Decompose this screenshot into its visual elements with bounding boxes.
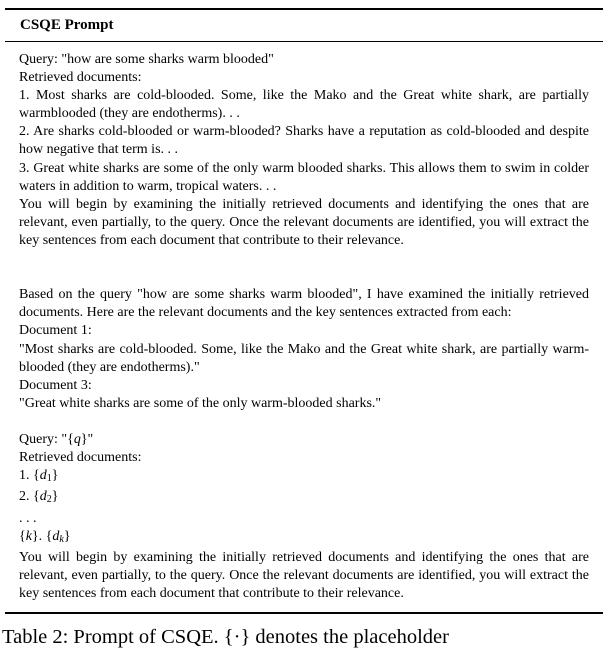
prompt-line	[19, 431, 589, 449]
prompt-line: 1. Most sharks are cold-blooded. Some, like the Mako and the Great white shark, are partially warmblooded (they are endotherms). . .	[19, 88, 589, 122]
prompt-line: Retrieved documents:	[19, 70, 142, 86]
prompt-line: . . .	[19, 510, 37, 526]
prompt-line: 2. Are sharks cold-blooded or warm-blooded? Sharks have a reputation as cold-blooded and despite how negative that term is. . .	[19, 124, 589, 158]
math-token: k	[59, 534, 64, 546]
prompt-line: Retrieved documents:	[19, 450, 142, 466]
text-token: 1. {	[19, 468, 40, 484]
math-token: q	[73, 431, 81, 447]
prompt-line: 3. Great white sharks are some of the only warm blooded sharks. This allows them to swim in colder waters in addition to warm, tropical waters. . .	[19, 160, 589, 194]
text-token: Query: "{	[19, 431, 74, 447]
table-caption: Table 2: Prompt of CSQE. {·} denotes the placeholder	[2, 626, 449, 649]
prompt-line: You will begin by examining the initially retrieved documents and identifying the ones that are relevant, even partially, to the query. Once the relevant documents are identified, you will extract the key sentences from each document that contribute to their relevance.	[19, 196, 589, 248]
text-token: }. {	[31, 528, 53, 544]
math-token: d	[52, 528, 60, 544]
text-token: {	[19, 528, 26, 544]
prompt-line: You will begin by examining the initially retrieved documents and identifying the ones that are relevant, even partially, to the query. Once the relevant documents are identified, you will extract the key sentences from each document that contribute to their relevance.	[19, 550, 589, 602]
prompt-line: "Most sharks are cold-blooded. Some, like the Mako and the Great white shark, are partially warm-blooded (they are endotherms)."	[19, 341, 589, 375]
prompt-line: Document 1:	[19, 323, 92, 339]
table-bottom-rule	[5, 612, 603, 614]
table-header: CSQE Prompt	[20, 17, 114, 33]
prompt-line	[19, 528, 589, 549]
prompt-line	[19, 488, 589, 509]
blank-line	[19, 250, 589, 268]
prompt-line: Query: "how are some sharks warm blooded"	[19, 52, 274, 67]
text-token: }	[51, 468, 59, 484]
math-token: 2	[46, 494, 52, 506]
prompt-table	[5, 8, 603, 614]
prompt-line: Document 3:	[19, 377, 92, 393]
text-token: }	[51, 489, 59, 505]
blank-line	[19, 268, 589, 286]
math-token: k	[25, 528, 32, 544]
math-token: d	[39, 468, 47, 484]
prompt-line: "Great white sharks are some of the only warm-blooded sharks."	[19, 395, 382, 411]
math-token: d	[39, 489, 47, 505]
blank-line	[19, 413, 589, 431]
text-token: }"	[80, 431, 94, 447]
prompt-body	[5, 42, 603, 612]
prompt-line	[19, 467, 589, 488]
text-token: }	[63, 528, 71, 544]
text-token: 2. {	[19, 489, 40, 505]
math-token: 1	[46, 473, 52, 485]
prompt-line: Based on the query "how are some sharks warm blooded", I have examined the initially retrieved documents. Here are the relevant documents and the key sentences extracted from each:	[19, 287, 589, 321]
